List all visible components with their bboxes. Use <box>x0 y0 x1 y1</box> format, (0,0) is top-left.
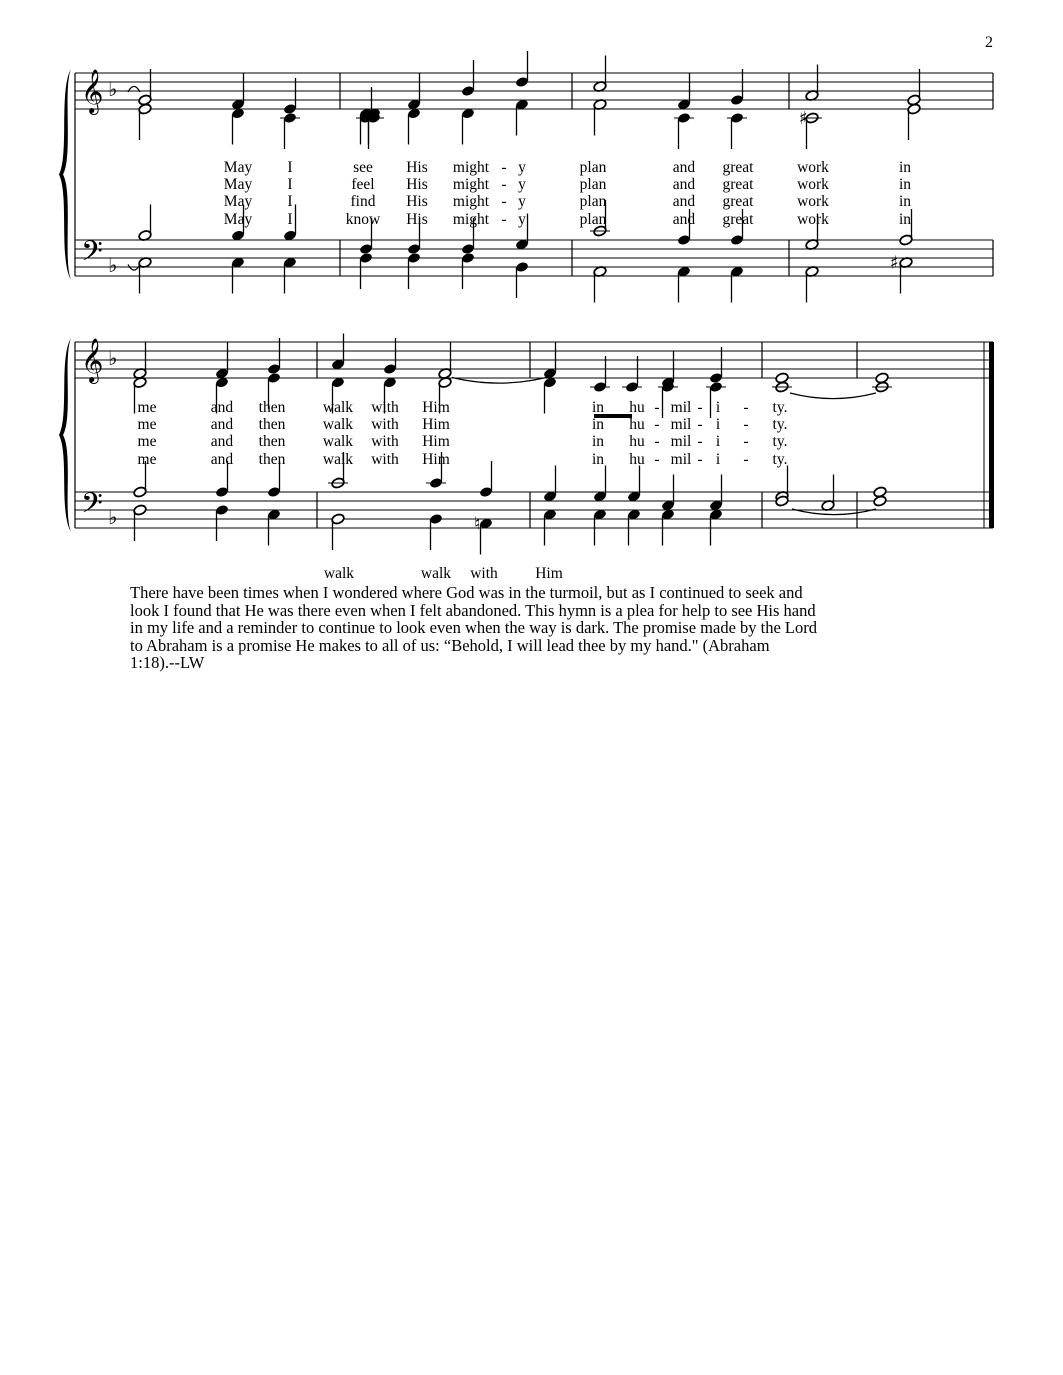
lyric-syllable: ty. <box>772 416 788 433</box>
note <box>593 466 607 503</box>
notehead <box>873 495 887 507</box>
lyric-syllable: great <box>722 176 754 193</box>
lyric-syllable: in <box>591 433 605 450</box>
lyric-syllable: work <box>797 193 829 210</box>
flat-icon: ♭ <box>108 77 118 101</box>
lyric-syllable: ty. <box>772 433 788 450</box>
note <box>709 509 723 546</box>
lyric-syllable: ty. <box>772 399 788 416</box>
note <box>138 257 152 294</box>
note <box>231 257 245 294</box>
note <box>821 475 835 512</box>
note <box>661 509 675 546</box>
lyric-syllable: - <box>654 416 660 433</box>
lyric-syllable: and <box>672 176 696 193</box>
note <box>593 56 607 93</box>
lyric-syllable: great <box>722 211 754 228</box>
note <box>627 509 641 546</box>
lyric-syllable: me <box>137 399 157 416</box>
flat-icon: ♭ <box>108 253 118 277</box>
note <box>543 466 557 503</box>
note <box>543 377 557 414</box>
note <box>280 112 300 149</box>
lyric-syllable: find <box>350 193 376 210</box>
lyric-syllable: know <box>345 211 381 228</box>
note <box>479 461 493 498</box>
note <box>267 509 281 546</box>
note <box>429 513 443 550</box>
lyric-syllable: i <box>715 433 721 450</box>
lyric-syllable: with <box>371 416 399 433</box>
flat-icon: ♭ <box>108 505 118 529</box>
lyric-syllable: y <box>518 193 526 210</box>
lyric-syllable: then <box>258 433 286 450</box>
lyric-syllable: y <box>518 211 526 228</box>
note <box>709 475 723 512</box>
note <box>543 509 557 546</box>
note <box>590 356 610 393</box>
lyric-syllable: i <box>715 416 721 433</box>
lyric-syllable: great <box>722 159 754 176</box>
note <box>593 99 607 136</box>
note <box>907 69 921 106</box>
lyric-syllable: May <box>223 211 253 228</box>
lyric-syllable: - <box>501 159 507 176</box>
treble-clef-icon: 𝄞 <box>81 338 104 382</box>
flat-icon: ♭ <box>108 346 118 370</box>
note <box>515 261 529 298</box>
lyric-syllable: and <box>210 433 234 450</box>
note <box>709 347 723 384</box>
lyric-syllable: plan <box>579 176 607 193</box>
lyric-syllable: - <box>501 193 507 210</box>
lyric-syllable: Him <box>422 451 450 468</box>
notation <box>128 51 921 555</box>
note <box>515 51 529 88</box>
lyric-syllable: plan <box>579 159 607 176</box>
note <box>461 60 475 97</box>
lyric-syllable: hu <box>629 451 645 468</box>
lower-lyric: walk <box>323 565 355 580</box>
note <box>622 356 642 393</box>
lyric-syllable: work <box>797 176 829 193</box>
lower-lyric: Him <box>535 565 563 580</box>
note <box>805 65 819 102</box>
sharp-icon: ♯ <box>890 252 899 274</box>
note <box>359 252 373 289</box>
system-1 <box>59 69 993 280</box>
lyric-syllable: with <box>371 433 399 450</box>
note <box>730 266 744 303</box>
lyric-syllable: and <box>210 399 234 416</box>
note <box>674 112 694 149</box>
lyric-syllable: plan <box>579 211 607 228</box>
lyric-syllable: might <box>452 193 490 210</box>
brace <box>59 69 71 280</box>
lyric-syllable: great <box>722 193 754 210</box>
lyric-syllable: i <box>715 451 721 468</box>
bass-clef-icon: 𝄢 <box>81 487 103 527</box>
note <box>407 252 421 289</box>
lyric-syllable: with <box>371 451 399 468</box>
lyric-syllable: His <box>406 176 428 193</box>
sharp-icon: ♯ <box>799 108 808 129</box>
lyric-syllable: feel <box>351 176 375 193</box>
lyric-syllable: in <box>898 176 912 193</box>
lyric-syllable: in <box>898 211 912 228</box>
note <box>215 504 229 541</box>
note <box>383 338 397 375</box>
music-score <box>0 0 1063 580</box>
lyric-syllable: hu <box>629 416 645 433</box>
lyric-syllable: - <box>743 451 749 468</box>
lyric-syllable: - <box>743 433 749 450</box>
note <box>407 108 421 145</box>
lyric-syllable: might <box>452 176 490 193</box>
note <box>283 257 297 294</box>
lyric-syllable: May <box>223 176 253 193</box>
lyric-syllable: in <box>591 416 605 433</box>
lyric-syllable: hu <box>629 399 645 416</box>
lyric-syllable: I <box>287 193 293 210</box>
note <box>873 495 887 507</box>
note <box>331 513 345 550</box>
note <box>283 78 297 115</box>
note <box>138 205 152 242</box>
lyric-syllable: in <box>591 451 605 468</box>
note <box>661 475 675 512</box>
lyric-syllable: y <box>518 159 526 176</box>
lyric-syllable: His <box>406 193 428 210</box>
tie <box>790 393 876 399</box>
lyric-syllable: in <box>898 159 912 176</box>
note <box>215 343 229 380</box>
note <box>772 381 792 393</box>
lyric-syllable: and <box>210 416 234 433</box>
note <box>367 108 381 145</box>
lyric-syllable: - <box>697 451 703 468</box>
note <box>461 108 475 145</box>
note <box>138 69 152 106</box>
lyric-syllable: - <box>501 211 507 228</box>
lyric-syllable: me <box>137 451 157 468</box>
lyric-syllable: walk <box>322 433 354 450</box>
note <box>593 266 607 303</box>
lyric-syllable: May <box>223 193 253 210</box>
note <box>515 99 529 136</box>
lyric-syllable: and <box>210 451 234 468</box>
lyric-syllable: and <box>672 211 696 228</box>
lyric-syllable: me <box>137 433 157 450</box>
bass-clef-icon: 𝄢 <box>81 235 103 275</box>
lyric-syllable: - <box>654 433 660 450</box>
lyric-syllable: - <box>697 416 703 433</box>
lyric-syllable: in <box>898 193 912 210</box>
lower-lyric: with <box>470 565 498 580</box>
lyric-syllable: work <box>797 159 829 176</box>
note <box>231 74 245 111</box>
lyric-syllable: I <box>287 159 293 176</box>
note <box>138 103 152 140</box>
hymn-notes: There have been times when I wondered where God was in the turmoil, but as I continued to seek and look I found that He was there even when I felt abandoned. This hymn is a plea for help to see His hand in my life and a reminder to continue to look even when the way is dark. The promise made by the Lord to Abraham is a promise He makes to all of us: “Behold, I will lead thee by my hand." (Abraham 1:18).--LW <box>130 583 818 672</box>
lyric-syllable: mil <box>670 416 692 433</box>
staff-lines <box>59 69 994 532</box>
lyric-syllable: - <box>654 451 660 468</box>
note <box>231 108 245 145</box>
lyric-syllable: might <box>452 159 490 176</box>
lyric-syllable: i <box>715 399 721 416</box>
lyric-syllable: I <box>287 211 293 228</box>
lyric-syllable: might <box>452 211 490 228</box>
lyric-syllable: in <box>591 399 605 416</box>
lyric-syllable: and <box>672 159 696 176</box>
system-2 <box>59 338 994 532</box>
lyric-syllable: walk <box>322 451 354 468</box>
lower-lyric: walk <box>420 565 452 580</box>
lyric-syllable: and <box>672 193 696 210</box>
note <box>331 334 345 371</box>
note <box>805 266 819 303</box>
lyric-syllable: - <box>501 176 507 193</box>
note <box>677 266 691 303</box>
lyric-syllable: His <box>406 211 428 228</box>
note <box>133 343 147 380</box>
lyric-syllable: then <box>258 399 286 416</box>
note <box>593 509 607 546</box>
note <box>872 381 892 393</box>
lyric-syllable: hu <box>629 433 645 450</box>
note <box>407 74 421 111</box>
note <box>543 343 557 380</box>
note <box>899 257 913 294</box>
brace <box>59 338 71 532</box>
lyric-syllable: mil <box>670 399 692 416</box>
lyric-syllable: y <box>518 176 526 193</box>
lyric-syllable: walk <box>322 399 354 416</box>
lyric-syllable: - <box>697 433 703 450</box>
page-number: 2 <box>985 34 993 51</box>
lyric-syllable: Him <box>422 433 450 450</box>
note <box>727 112 747 149</box>
lyric-syllable: then <box>258 451 286 468</box>
note <box>438 343 452 380</box>
note <box>461 252 475 289</box>
final-barline <box>989 342 994 528</box>
lyric-syllable: mil <box>670 433 692 450</box>
lyric-syllable: Him <box>422 399 450 416</box>
lyric-syllable: I <box>287 176 293 193</box>
lyric-syllable: work <box>797 211 829 228</box>
note <box>730 69 744 106</box>
natural-icon: ♮ <box>474 513 481 535</box>
note <box>133 504 147 541</box>
treble-clef-icon: 𝄞 <box>81 69 104 113</box>
lyric-syllable: see <box>353 159 373 176</box>
lyric-syllable: - <box>743 399 749 416</box>
note <box>627 466 641 503</box>
lyric-syllable: then <box>258 416 286 433</box>
lyric-syllable: His <box>406 159 428 176</box>
note <box>267 338 281 375</box>
lyric-syllable: with <box>371 399 399 416</box>
note <box>677 74 691 111</box>
lyric-syllable: - <box>697 399 703 416</box>
note <box>479 518 493 555</box>
lyric-syllable: Him <box>422 416 450 433</box>
note <box>907 103 921 140</box>
lyric-syllable: walk <box>322 416 354 433</box>
lyric-syllable: - <box>743 416 749 433</box>
lyric-syllable: - <box>654 399 660 416</box>
lyric-syllable: me <box>137 416 157 433</box>
lyric-syllable: May <box>223 159 253 176</box>
lyric-syllable: mil <box>670 451 692 468</box>
lyric-syllable: ty. <box>772 451 788 468</box>
lyric-syllable: plan <box>579 193 607 210</box>
